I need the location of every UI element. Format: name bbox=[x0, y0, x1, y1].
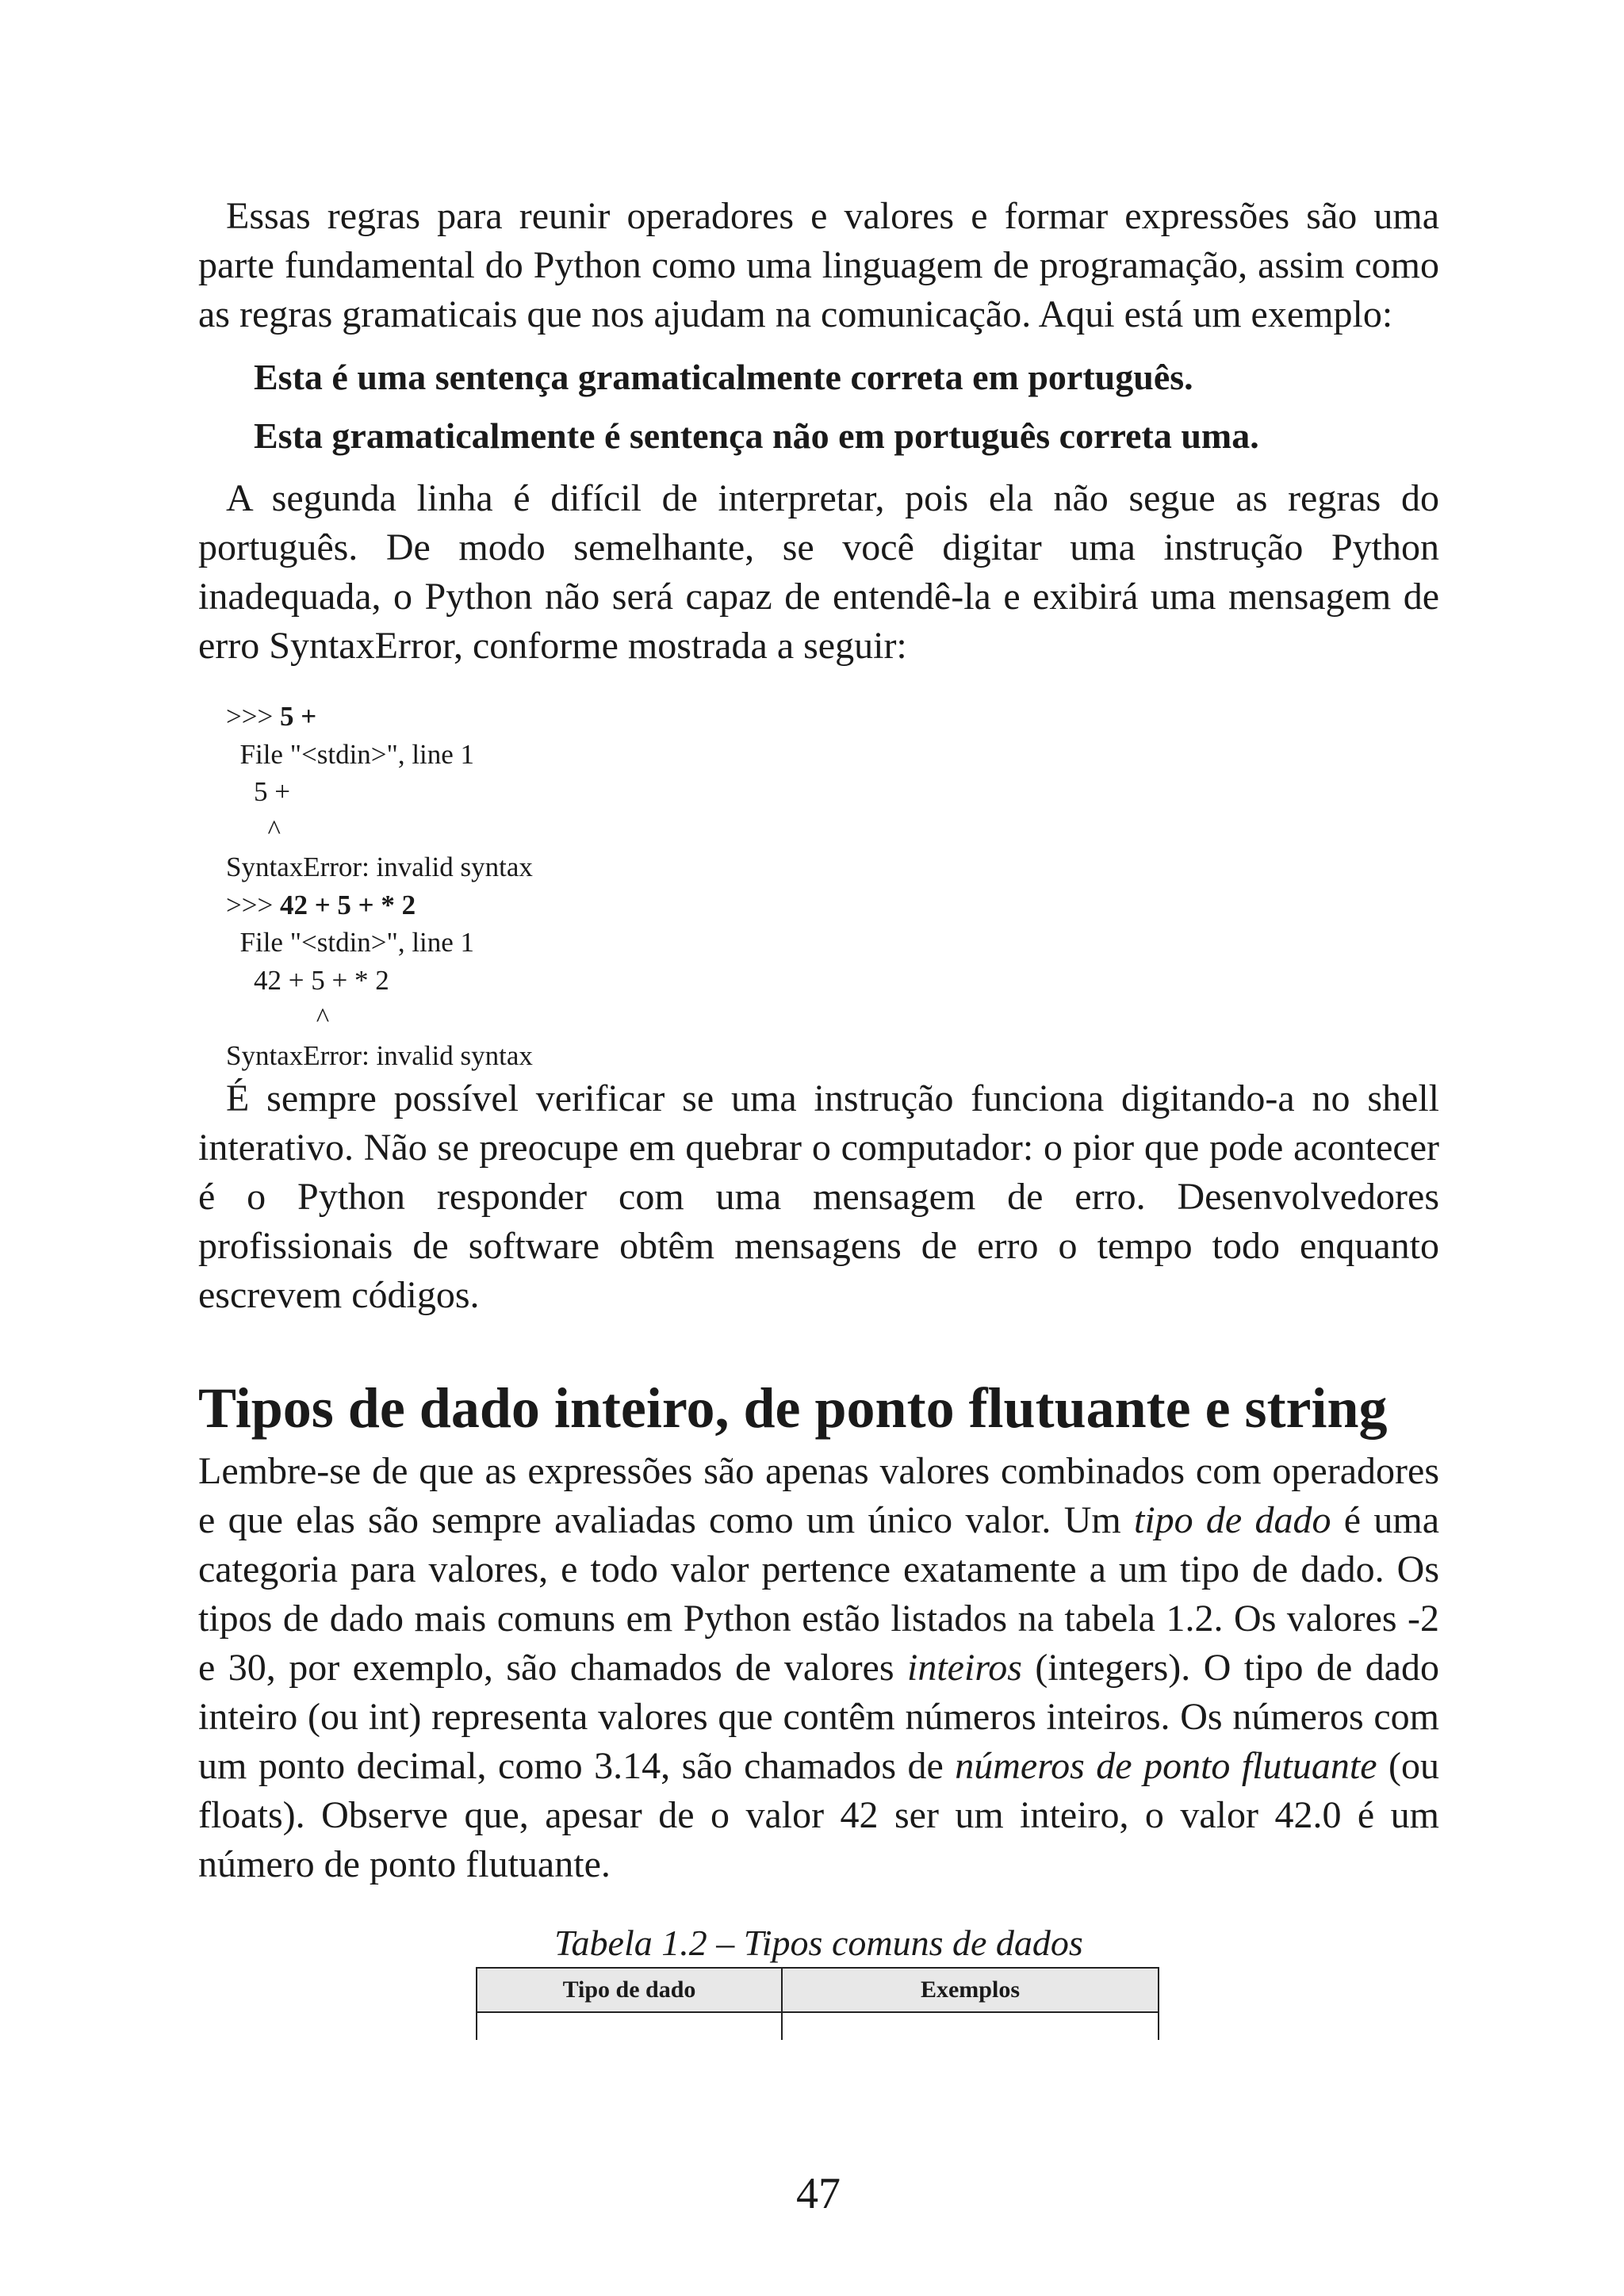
example-incorrect-sentence: Esta gramaticalmente é sentença não em português correta uma. bbox=[254, 415, 1259, 456]
paragraph-data-types bbox=[198, 1447, 1439, 1889]
code-line bbox=[226, 698, 1439, 736]
section-heading: Tipos de dado inteiro, de ponto flutuante e string bbox=[198, 1376, 1388, 1440]
code-line: ^ bbox=[226, 1002, 330, 1033]
code-prompt: >>> bbox=[226, 701, 280, 732]
code-line: 42 + 5 + * 2 bbox=[226, 964, 389, 996]
code-line: File "<stdin>", line 1 bbox=[226, 738, 475, 770]
table-cell bbox=[477, 2012, 782, 2040]
table-caption: Tabela 1.2 – Tipos comuns de dados bbox=[554, 1923, 1083, 1963]
table-header-row bbox=[477, 1968, 1159, 2012]
emphasis-term: tipo de dado bbox=[1133, 1499, 1331, 1541]
code-line: File "<stdin>", line 1 bbox=[226, 927, 475, 958]
table-row bbox=[477, 2012, 1159, 2040]
code-line bbox=[226, 886, 1439, 924]
code-input: 42 + 5 + * 2 bbox=[279, 889, 416, 920]
emphasis-term: inteiros bbox=[907, 1647, 1022, 1689]
code-block bbox=[226, 698, 1439, 1074]
code-input: 5 + bbox=[279, 701, 317, 732]
table-cell bbox=[782, 2012, 1159, 2040]
text-run: Lembre-se de que as expressões são apenas valores combinados com operadores e que elas são sempre avaliadas como um único valor. Um bbox=[198, 1450, 1439, 1541]
text-run: é uma categoria para valores, e todo valor pertence exatamente a um tipo de dado. Os tipos de dado mais comuns em Python estão listados na tabela 1.2. Os valores -2 e 30, por exemplo, são chamados de valores bbox=[198, 1499, 1440, 1689]
code-line: 5 + bbox=[226, 776, 290, 807]
emphasis-term: números de ponto flutuante bbox=[955, 1745, 1377, 1787]
code-line: SyntaxError: invalid syntax bbox=[226, 1039, 533, 1071]
text-run: (integers). O tipo de dado inteiro (ou int) representa valores que contêm números inteiros. Os números com um ponto decimal, como 3.14, são chamados de bbox=[198, 1647, 1439, 1787]
page-number: 47 bbox=[796, 2169, 841, 2218]
code-prompt: >>> bbox=[226, 889, 280, 920]
code-line: SyntaxError: invalid syntax bbox=[226, 851, 533, 882]
example-correct-sentence: Esta é uma sentença gramaticalmente correta em português. bbox=[254, 357, 1193, 397]
code-line: ^ bbox=[226, 813, 281, 845]
paragraph-intro: Essas regras para reunir operadores e valores e formar expressões são uma parte fundamental do Python como uma linguagem de programação, assim como as regras gramaticais que nos ajudam na comunicação. Aqui está um exemplo: bbox=[198, 195, 1439, 335]
table-header-cell: Tipo de dado bbox=[477, 1968, 782, 2012]
text-run: (ou floats). Observe que, apesar de o valor 42 ser um inteiro, o valor 42.0 é um número de ponto flutuante. bbox=[198, 1745, 1439, 1885]
paragraph-shell-tip: É sempre possível verificar se uma instrução funciona digitando-a no shell interativo. Não se preocupe em quebrar o computador: o pior que pode acontecer é o Python responder com uma mensagem de erro. Desenvolvedores profissionais de software obtêm mensagens de erro o tempo todo enquanto escrevem códigos. bbox=[198, 1077, 1439, 1316]
paragraph-syntax-error: A segunda linha é difícil de interpretar, pois ela não segue as regras do português. De modo semelhante, se você digitar uma instrução Python inadequada, o Python não será capaz de entendê-la e exibirá uma mensagem de erro SyntaxError, conforme mostrada a seguir: bbox=[198, 477, 1439, 667]
data-types-table bbox=[476, 1967, 1159, 2040]
page-content bbox=[198, 192, 1439, 2040]
table-header-cell: Exemplos bbox=[782, 1968, 1159, 2012]
